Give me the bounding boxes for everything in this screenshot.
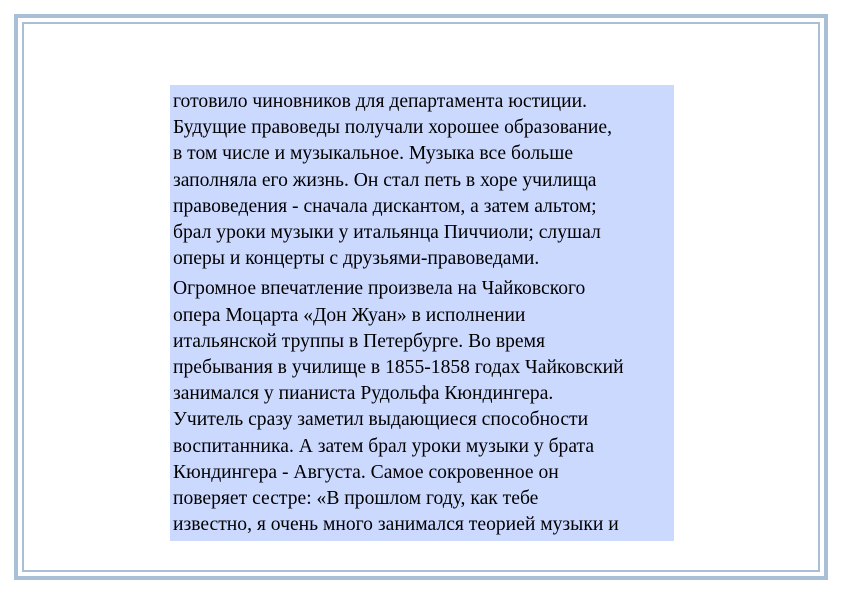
paragraph-1 xyxy=(173,89,674,272)
text-line: в том числе и музыкальное. Музыка все больше xyxy=(173,143,574,165)
text-line: правоведения - сначала дискантом, а затем альтом; xyxy=(173,195,597,217)
text-line: занимался у пианиста Рудольфа Кюндингера. xyxy=(173,383,554,405)
text-line: воспитанника. А затем брал уроки музыки у брата xyxy=(173,435,595,457)
text-line: итальянской труппы в Петербурге. Во время xyxy=(173,330,546,352)
text-line: брал уроки музыки у итальянца Пиччиоли; слушал xyxy=(173,222,601,244)
text-line: поверяет сестре: «В прошлом году, как тебе xyxy=(173,488,539,510)
text-line: пребывания в училище в 1855-1858 годах Чайковский xyxy=(173,357,624,379)
text-line: Учитель сразу заметил выдающиеся способности xyxy=(173,409,589,431)
text-line: заполняла его жизнь. Он стал петь в хоре училища xyxy=(173,169,597,191)
text-line: Огромное впечатление произвела на Чайковского xyxy=(173,278,586,300)
text-line: опера Моцарта «Дон Жуан» в исполнении xyxy=(173,304,526,326)
text-block xyxy=(170,85,674,541)
text-line: Кюндингера - Августа. Самое сокровенное он xyxy=(173,461,559,483)
text-line: готовило чиновников для департамента юстиции. xyxy=(173,91,587,112)
text-line: известно, я очень много занимался теорией музыки и xyxy=(173,514,619,536)
text-line: Будущие правоведы получали хорошее образование, xyxy=(173,117,613,139)
text-line: оперы и концерты с друзьями-правоведами. xyxy=(173,248,540,270)
paragraph-2 xyxy=(173,276,674,538)
